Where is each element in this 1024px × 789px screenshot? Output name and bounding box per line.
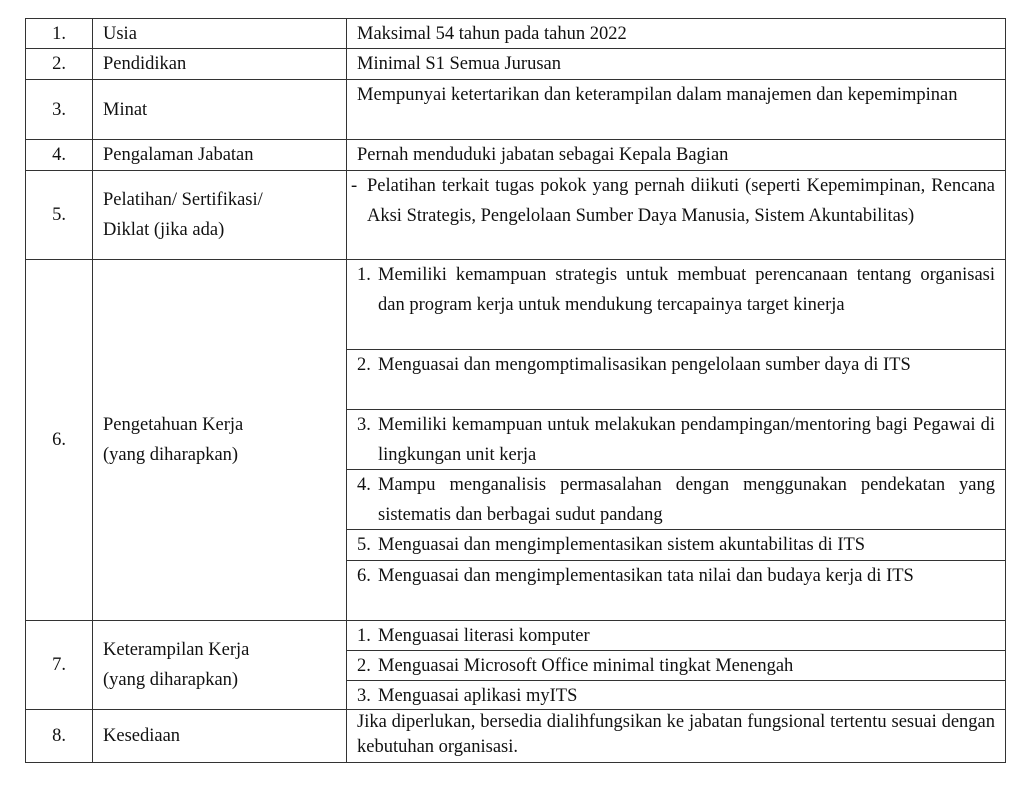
row-number: 5. (26, 171, 93, 260)
row-label: Pelatihan/ Sertifikasi/ Diklat (jika ada) (93, 171, 347, 260)
row-label (93, 621, 347, 710)
row-label: Pendidikan (93, 49, 347, 80)
row-value: Jika diperlukan, bersedia dialihfungsikan ke jabatan fungsional tertentu sesuai dengan kebutuhan organisasi. (357, 712, 995, 757)
item-number: 1. (357, 626, 371, 646)
row-number: 3. (26, 80, 93, 140)
item-number: 2. (357, 355, 371, 375)
row-value (347, 171, 1005, 260)
row-label (93, 260, 347, 621)
row-value (347, 49, 1005, 80)
item-text: Menguasai dan mengimplementasikan tata nilai dan budaya kerja di ITS (378, 566, 914, 586)
row-number: 2. (26, 49, 93, 80)
row-number: 1. (26, 19, 93, 49)
list-item (347, 561, 1005, 621)
item-text: Menguasai literasi komputer (378, 626, 590, 646)
item-number: 3. (357, 415, 371, 435)
row-label: Minat (93, 80, 347, 140)
list-item (347, 260, 1005, 350)
row-number: 4. (26, 140, 93, 171)
item-number: 6. (357, 566, 371, 586)
list-item (347, 470, 1005, 530)
label-line: (yang diharapkan) (103, 445, 239, 465)
item-number: 2. (357, 656, 371, 676)
row-number: 7. (26, 621, 93, 710)
label-line: (yang diharapkan) (103, 670, 239, 690)
row-number: 6. (26, 260, 93, 621)
row-value (347, 19, 1005, 49)
bullet-item (351, 171, 995, 231)
row-value: Mempunyai ketertarikan dan keterampilan dalam manajemen dan kepemimpinan (347, 80, 1005, 140)
row-label: Pengalaman Jabatan (93, 140, 347, 171)
item-text: Menguasai Microsoft Office minimal tingkat Menengah (378, 656, 794, 676)
list-item (347, 621, 1005, 651)
item-number: 1. (357, 265, 371, 285)
label-line: Keterampilan Kerja (103, 640, 250, 660)
list-item (347, 350, 1005, 410)
item-number: 5. (357, 535, 371, 555)
item-text: Memiliki kemampuan strategis untuk membuat perencanaan tentang organisasi dan program kerja untuk mendukung tercapainya target kinerja (378, 265, 995, 315)
value-text: Pernah menduduki jabatan sebagai Kepala Bagian (357, 145, 729, 165)
item-number: 4. (357, 475, 371, 495)
item-text: Menguasai dan mengimplementasikan sistem akuntabilitas di ITS (378, 535, 866, 555)
list-item (347, 410, 1005, 470)
requirements-table (25, 18, 1006, 763)
list-item (347, 530, 1005, 561)
item-text: Memiliki kemampuan untuk melakukan pendampingan/mentoring bagi Pegawai di lingkungan unit kerja (378, 415, 995, 465)
list-item (347, 681, 1005, 710)
item-number: 3. (357, 686, 371, 706)
label-line: Pengetahuan Kerja (103, 415, 244, 435)
row-number: 8. (26, 710, 93, 762)
dash-bullet: - (351, 176, 358, 196)
item-text: Menguasai aplikasi myITS (378, 686, 578, 706)
value-text: Maksimal 54 tahun pada tahun 2022 (357, 23, 627, 44)
item-text: Mampu menganalisis permasalahan dengan menggunakan pendekatan yang sistematis dan berbagai sudut pandang (378, 475, 995, 525)
row-label: Kesediaan (93, 710, 347, 762)
row-label: Usia (93, 19, 347, 49)
item-text: Menguasai dan mengomptimalisasikan pengelolaan sumber daya di ITS (378, 355, 911, 375)
bullet-text: Pelatihan terkait tugas pokok yang pernah diikuti (seperti Kepemimpinan, Rencana Aksi Strategis, Pengelolaan Sumber Daya Manusia, Sistem Akuntabilitas) (367, 176, 995, 226)
row-value (347, 140, 1005, 171)
list-item (347, 651, 1005, 681)
value-text: Minimal S1 Semua Jurusan (357, 54, 562, 74)
